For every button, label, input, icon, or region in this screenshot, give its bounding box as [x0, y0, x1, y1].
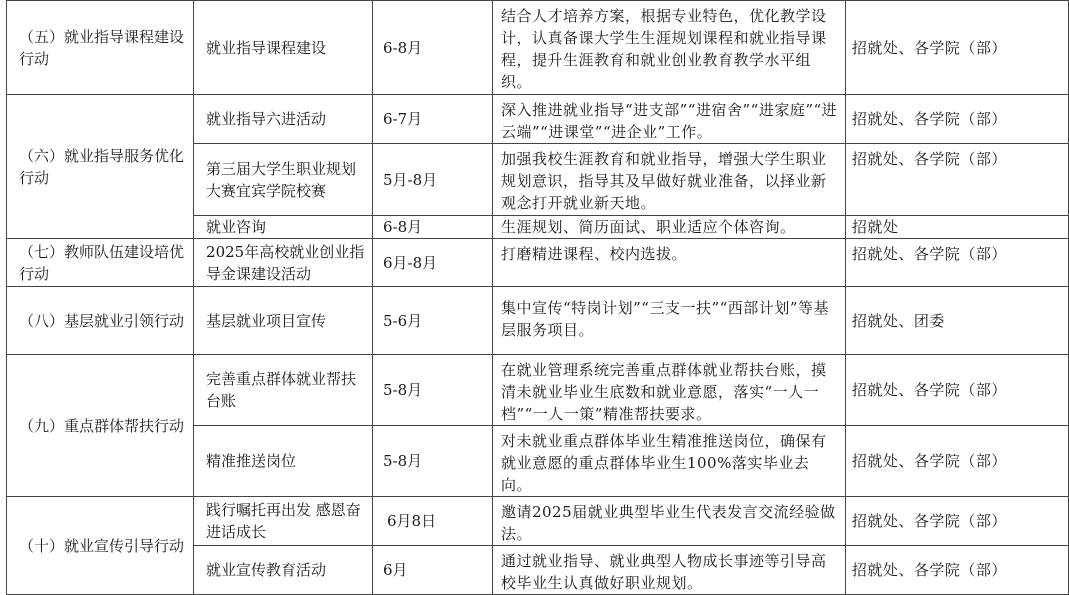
time-cell: 6-8月 — [373, 1, 493, 95]
item-cell: 完善重点群体就业帮扶台账 — [194, 355, 373, 426]
category-cell: （九）重点群体帮扶行动 — [7, 355, 194, 497]
table-row — [7, 1, 1069, 95]
document-table-container — [6, 0, 1069, 595]
department-cell: 招就处、各学院（部） — [845, 426, 1068, 497]
work-plan-table — [6, 0, 1069, 595]
time-cell: 5-8月 — [373, 355, 493, 426]
department-cell: 招就处、各学院（部） — [845, 546, 1068, 595]
department-cell: 招就处、各学院（部） — [845, 355, 1068, 426]
content-cell: 邀请2025届就业典型毕业生代表发言交流经验做法。 — [492, 497, 845, 546]
time-cell: 6-7月 — [373, 95, 493, 144]
time-cell: 6月-8月 — [373, 239, 493, 287]
department-cell: 招就处、各学院（部） — [845, 1, 1068, 95]
time-cell: 6-8月 — [373, 216, 493, 239]
department-cell: 招就处、各学院（部） — [845, 144, 1068, 216]
content-cell: 深入推进就业指导“进支部”“进宿舍”“进家庭”“进云端”“进课堂”“进企业”工作。 — [492, 95, 845, 144]
content-cell: 在就业管理系统完善重点群体就业帮扶台账，摸清未就业毕业生底数和就业意愿，落实“一人一档”“一人一策”精准帮扶要求。 — [492, 355, 845, 426]
item-cell: 精准推送岗位 — [194, 426, 373, 497]
content-cell: 生涯规划、简历面试、职业适应个体咨询。 — [492, 216, 845, 239]
table-row — [7, 239, 1069, 287]
time-cell: 5-6月 — [373, 287, 493, 355]
time-cell: 5-8月 — [373, 426, 493, 497]
category-cell: （八）基层就业引领行动 — [7, 287, 194, 355]
time-cell: 5月-8月 — [373, 144, 493, 216]
item-cell: 践行嘱托再出发 感恩奋进话成长 — [194, 497, 373, 546]
category-cell: （五）就业指导课程建设行动 — [7, 1, 194, 95]
content-cell: 加强我校生涯教育和就业指导，增强大学生职业规划意识，指导其及早做好就业准备，以择业新观念打开就业新天地。 — [492, 144, 845, 216]
content-cell: 结合人才培养方案，根据专业特色，优化教学设计，认真备课大学生生涯规划课程和就业指导课程，提升生涯教育和就业创业教育教学水平组织。 — [492, 1, 845, 95]
item-cell: 就业咨询 — [194, 216, 373, 239]
category-cell: （六）就业指导服务优化行动 — [7, 95, 194, 239]
content-cell: 打磨精进课程、校内选拔。 — [492, 239, 845, 287]
category-cell: （七）教师队伍建设培优行动 — [7, 239, 194, 287]
content-cell: 集中宣传“特岗计划”“三支一扶”“西部计划”等基层服务项目。 — [492, 287, 845, 355]
item-cell: 基层就业项目宣传 — [194, 287, 373, 355]
table-row — [7, 287, 1069, 355]
time-cell: 6月8日 — [373, 497, 493, 546]
item-cell: 就业宣传教育活动 — [194, 546, 373, 595]
item-cell: 就业指导六进活动 — [194, 95, 373, 144]
department-cell: 招就处 — [845, 216, 1068, 239]
category-cell: （十）就业宣传引导行动 — [7, 497, 194, 595]
table-row — [7, 95, 1069, 144]
department-cell: 招就处、各学院（部） — [845, 95, 1068, 144]
table-row — [7, 355, 1069, 426]
time-cell: 6月 — [373, 546, 493, 595]
department-cell: 招就处、各学院（部） — [845, 239, 1068, 287]
item-cell: 就业指导课程建设 — [194, 1, 373, 95]
table-row — [7, 497, 1069, 546]
item-cell: 2025年高校就业创业指导金课建设活动 — [194, 239, 373, 287]
content-cell: 通过就业指导、就业典型人物成长事迹等引导高校毕业生认真做好职业规划。 — [492, 546, 845, 595]
item-cell: 第三届大学生职业规划大赛宜宾学院校赛 — [194, 144, 373, 216]
department-cell: 招就处、各学院（部） — [845, 497, 1068, 546]
content-cell: 对未就业重点群体毕业生精准推送岗位，确保有就业意愿的重点群体毕业生100%落实毕业去向。 — [492, 426, 845, 497]
department-cell: 招就处、团委 — [845, 287, 1068, 355]
